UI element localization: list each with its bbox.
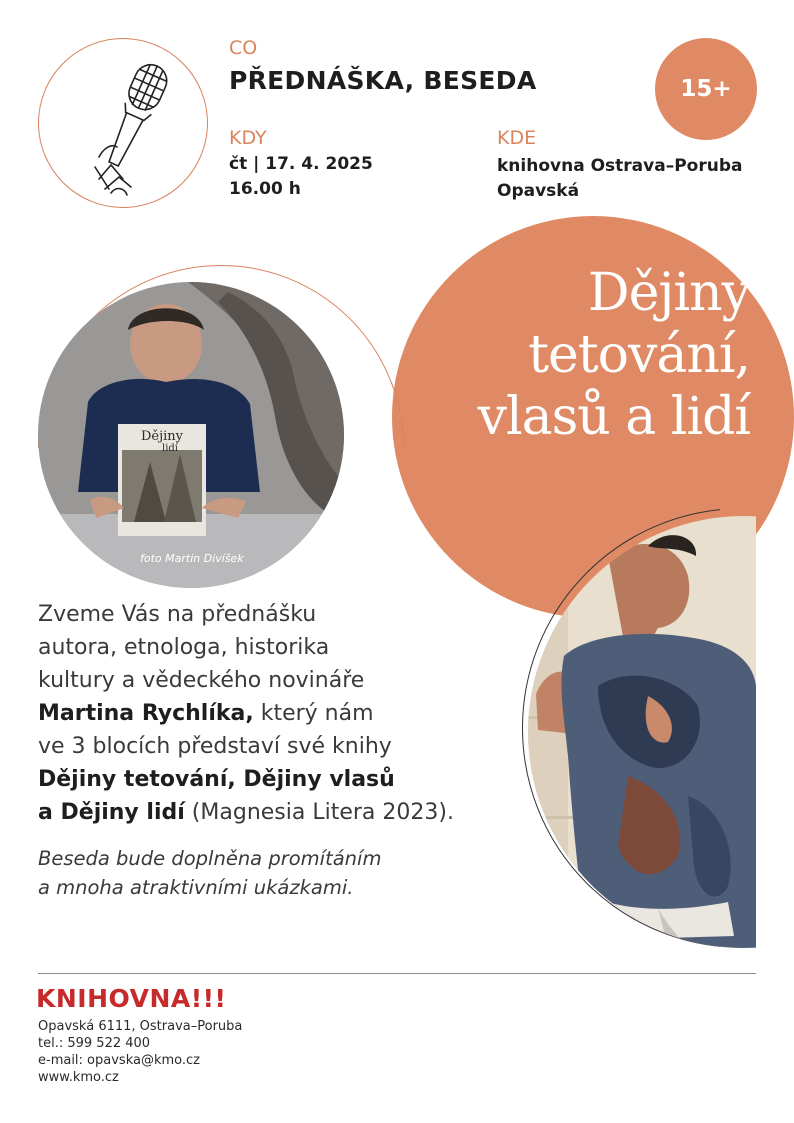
body-line-2: autora, etnologa, historika [38,635,330,660]
invitation-text [38,598,518,829]
event-time: 16.00 h [229,179,301,199]
book-subtitle: lidí [162,443,178,454]
body-line-6 [38,763,518,796]
event-branch: Opavská [497,181,580,201]
tattoo-photo [528,516,794,948]
age-badge [655,38,757,140]
library-logo: KNIHOVNA!!! [36,984,227,1013]
microphone-circle [38,38,208,208]
body-line-7 [38,796,518,829]
body-line-4 [38,697,518,730]
body-line-4-rest: který nám [253,701,374,726]
body-line-1: Zveme Vás na přednášku [38,602,317,627]
event-date: čt | 17. 4. 2025 [229,154,373,174]
title-line-1: Dějiny [587,263,750,323]
book-titles-cont: a Dějiny lidí [38,800,185,825]
what-label: CO [229,37,258,59]
when-label: KDY [229,127,267,149]
note-line-2: a mnoha atraktivními ukázkami. [38,876,354,899]
body-line-5: ve 3 blocích představí své knihy [38,734,392,759]
footer-phone: tel.: 599 522 400 [38,1036,151,1051]
event-place: knihovna Ostrava–Poruba [497,156,743,176]
book-title: Dějiny [140,429,184,444]
title-line-3: vlasů a lidí [477,387,750,447]
body-line-7-rest: (Magnesia Litera 2023). [184,800,454,825]
where-label: KDE [497,127,537,149]
note-line-1: Beseda bude doplněna promítáním [38,847,382,870]
photo-credit: foto Martin Divíšek [140,552,244,565]
age-badge-label: 15+ [680,76,732,102]
lecture-title [478,262,750,448]
title-line-2: tetování, [528,325,750,385]
event-type: PŘEDNÁŠKA, BESEDA [229,66,537,95]
event-note [38,844,381,902]
body-line-3: kultury a vědeckého novináře [38,668,365,693]
microphone-icon [39,39,209,209]
book-titles: Dějiny tetování, Dějiny vlasů [38,767,395,792]
author-photo [38,282,344,588]
footer-email[interactable]: e-mail: opavska@kmo.cz [38,1053,200,1068]
footer-website[interactable]: www.kmo.cz [38,1070,119,1085]
author-name: Martina Rychlíka, [38,701,254,726]
footer-address: Opavská 6111, Ostrava–Poruba [38,1019,243,1034]
footer-divider [38,973,756,974]
